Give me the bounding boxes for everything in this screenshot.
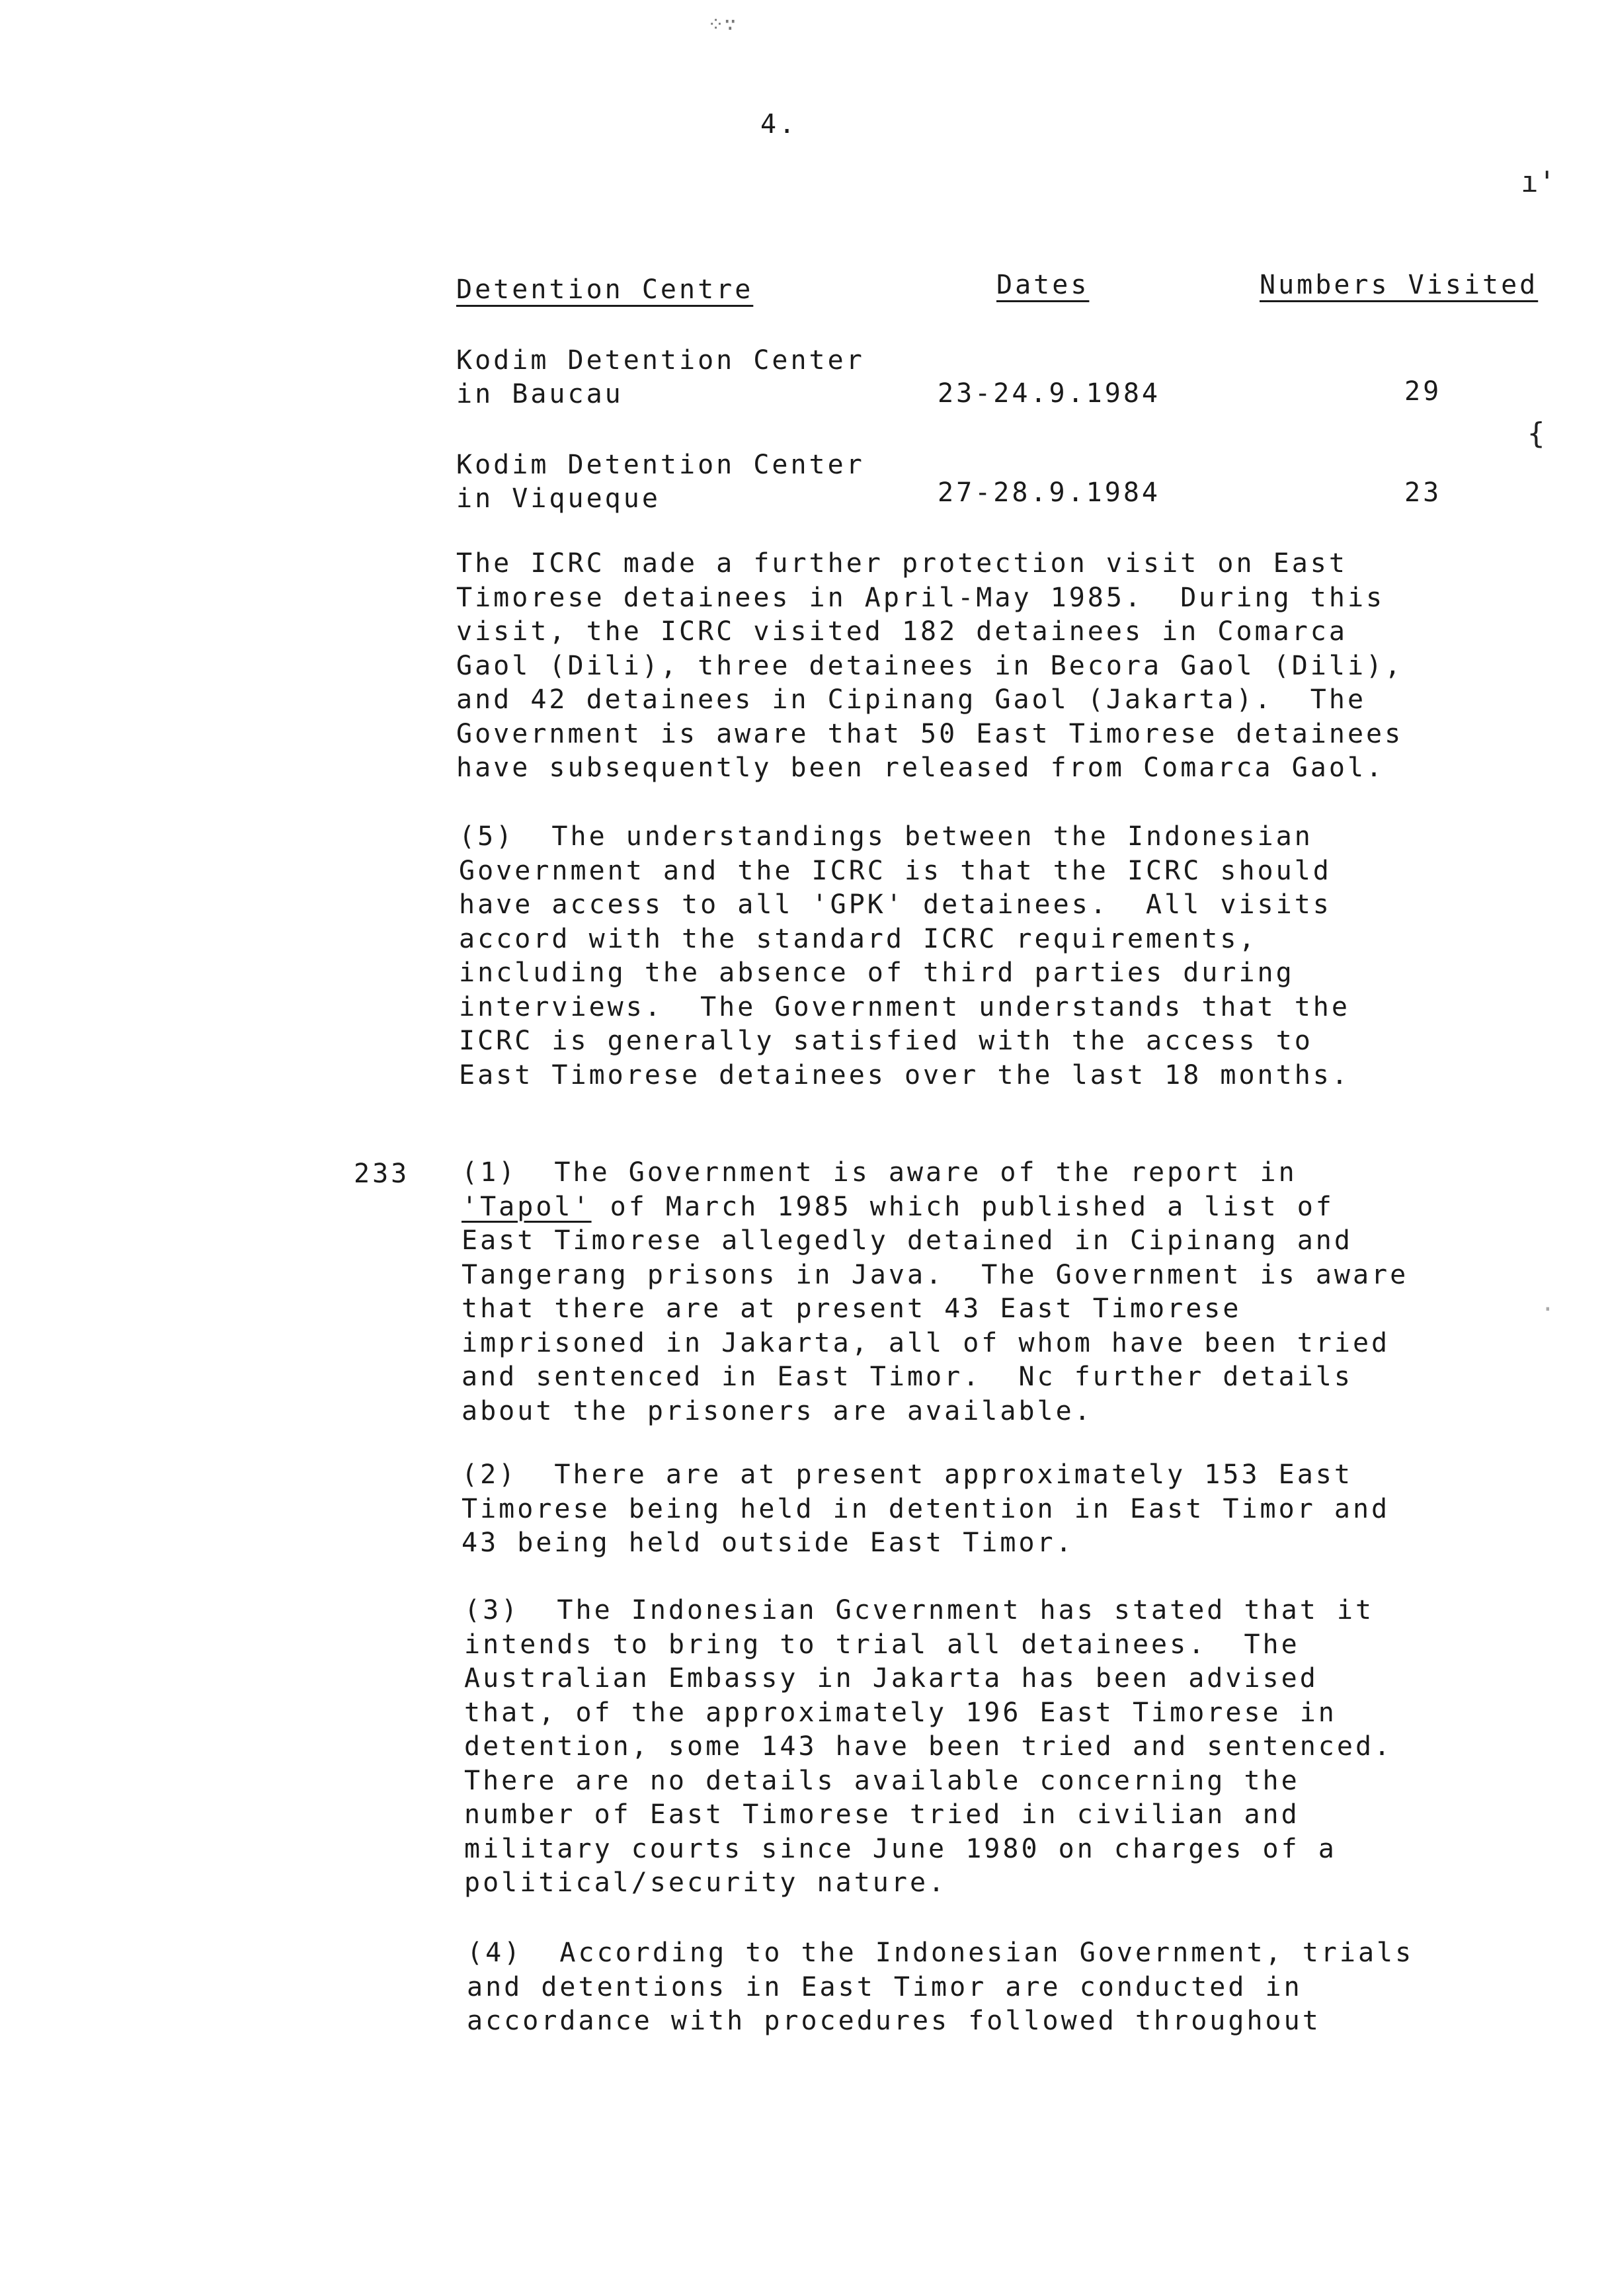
paragraph-233-3: (3) The Indonesian Gcvernment has stated that it intends to bring to trial all detainees. The Australian Embassy in Jakarta has been advised that, of the approximately 196 East Timorese in detention, some 143 have been tried and sentenced. There are no details available concerning the number of East Timorese tried in civilian and military courts since June 1980 on charges of a political/security nature. — [464, 1595, 1393, 1898]
paragraph-icrc-visit: The ICRC made a further protection visit on East Timorese detainees in April-May 1985. During this visit, the ICRC visited 182 detainees in Comarca Gaol (Dili), three detainees in Becora Gaol (Dili), and 42 detainees in Cipinang Gaol (Jakarta). The Government is aware that 50 East Timorese detainees have subsequently been released from Comarca Gaol. — [456, 548, 1404, 783]
column-header-dates: Dates — [996, 270, 1090, 300]
table-row-1-dates: 23-24.9.1984 — [938, 378, 1160, 409]
page-number: 4. — [760, 109, 798, 140]
table-row-2-numbers: 23 — [1404, 477, 1442, 508]
handwritten-mark-icon: { — [1527, 417, 1545, 450]
publication-title-tapol: 'Tapol' — [462, 1191, 592, 1222]
paragraph-5: (5) The understandings between the Indonesian Government and the ICRC is that the ICRC should have access to all 'GPK' detainees. All visits accord with the standard ICRC requirements, including the absence of third parties during interviews. The Government understands that the ICRC is generally satisfied with the access to East Timorese detainees over the last 18 months. — [459, 821, 1350, 1090]
stamp-smudge-icon: ⁘∵ — [707, 13, 737, 36]
table-row-2-dates: 27-28.9.1984 — [938, 477, 1160, 508]
paragraph-233-1: (1) The Government is aware of the report in 'Tapol' of March 1985 which published a list of East Timorese allegedly detained in Cipinang and Tangerang prisons in Java. The Government is aware that there are at present 43 East Timorese imprisoned in Jakarta, all of whom have been tried and sentenced in East Timor. Nc further details about the prisoners are available. — [462, 1157, 1409, 1426]
scan-artifact-icon: · — [1541, 1296, 1555, 1323]
column-header-numbers-visited: Numbers Visited — [1260, 270, 1539, 300]
paragraph-233-2: (2) There are at present approximately 153 East Timorese being held in detention in East Timor and 43 being held outside East Timor. — [462, 1459, 1390, 1558]
section-number: 233 — [354, 1159, 410, 1189]
table-row-1-centre: Kodim Detention Center in Baucau — [456, 345, 865, 409]
table-row-2-centre: Kodim Detention Center in Viqueque — [456, 450, 865, 514]
table-row-1-numbers: 29 — [1404, 376, 1442, 407]
column-header-detention-centre: Detention Centre — [456, 274, 754, 305]
handwritten-mark-icon: ı' — [1521, 165, 1556, 199]
paragraph-233-4: (4) According to the Indonesian Government, trials and detentions in East Timor are conducted in accordance with procedures followed throughout — [467, 1938, 1414, 2036]
